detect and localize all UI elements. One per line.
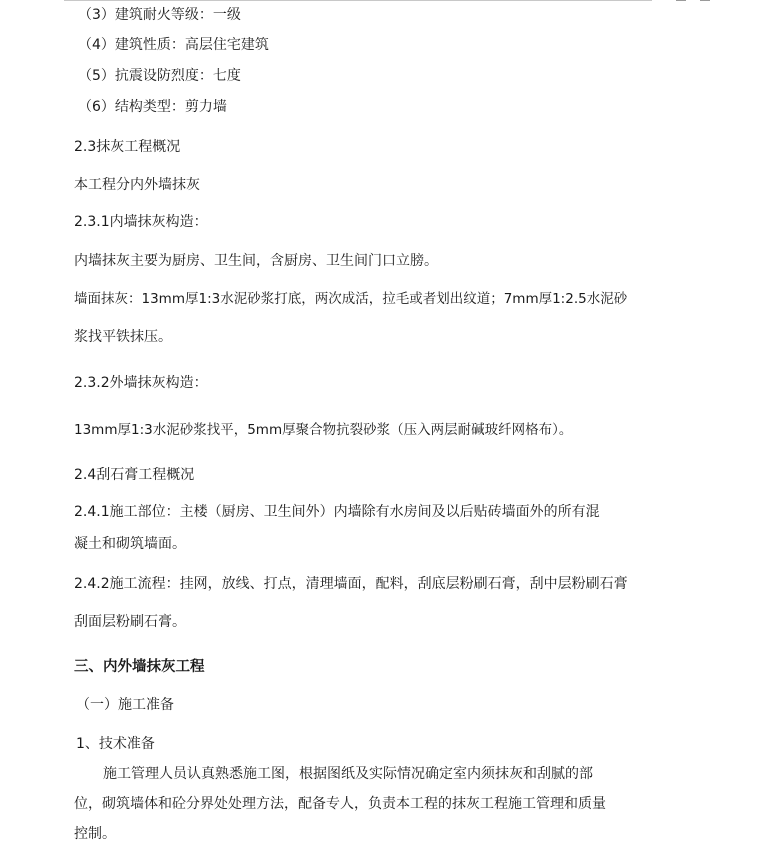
page-top-rule: [64, 0, 652, 1]
text-line: 本工程分内外墙抹灰: [74, 177, 200, 193]
text-line: （3）建筑耐火等级：一级: [78, 7, 241, 23]
text-line: 2.4.1施工部位：主楼（厨房、卫生间外）内墙除有水房间及以后贴砖墙面外的所有混: [74, 504, 600, 520]
subsection-heading: 2.3.2外墙抹灰构造：: [74, 375, 208, 391]
section-heading: 2.3抹灰工程概况: [74, 139, 181, 155]
text-line: （6）结构类型：剪力墙: [78, 99, 227, 115]
text-line: 2.4.2施工流程：挂网，放线、打点，清理墙面，配料，刮底层粉刷石膏，刮中层粉刷石膏: [74, 576, 628, 592]
subsection-heading: 2.3.1内墙抹灰构造：: [74, 214, 208, 230]
margin-corner-mark: [700, 0, 710, 1]
text-line: （5）抗震设防烈度：七度: [78, 68, 241, 84]
chapter-heading: 三、内外墙抹灰工程: [74, 659, 205, 675]
margin-corner-mark: [676, 0, 686, 1]
text-line: 刮面层粉刷石膏。: [74, 614, 186, 630]
paragraph-line: 施工管理人员认真熟悉施工图，根据图纸及实际情况确定室内须抹灰和刮腻的部: [103, 766, 593, 782]
section-heading: 2.4刮石膏工程概况: [74, 467, 195, 483]
subsection-heading: 1、技术准备: [76, 736, 155, 752]
text-line: （4）建筑性质：高层住宅建筑: [78, 37, 269, 53]
paragraph-line: 控制。: [74, 826, 116, 842]
text-line: 墙面抹灰：13mm厚1:3水泥砂浆打底，两次成活，拉毛或者划出纹道；7mm厚1:2.5水泥砂: [74, 291, 628, 307]
text-line: 13mm厚1:3水泥砂浆找平，5mm厚聚合物抗裂砂浆（压入两层耐碱玻纤网格布）。: [74, 422, 573, 438]
section-heading: （一）施工准备: [76, 697, 174, 713]
paragraph-line: 位，砌筑墙体和砼分界处处理方法，配备专人，负责本工程的抹灰工程施工管理和质量: [74, 796, 606, 812]
text-line: 凝土和砌筑墙面。: [74, 536, 186, 552]
text-line: 浆找平铁抹压。: [74, 329, 172, 345]
text-line: 内墙抹灰主要为厨房、卫生间，含厨房、卫生间门口立膀。: [74, 253, 438, 269]
